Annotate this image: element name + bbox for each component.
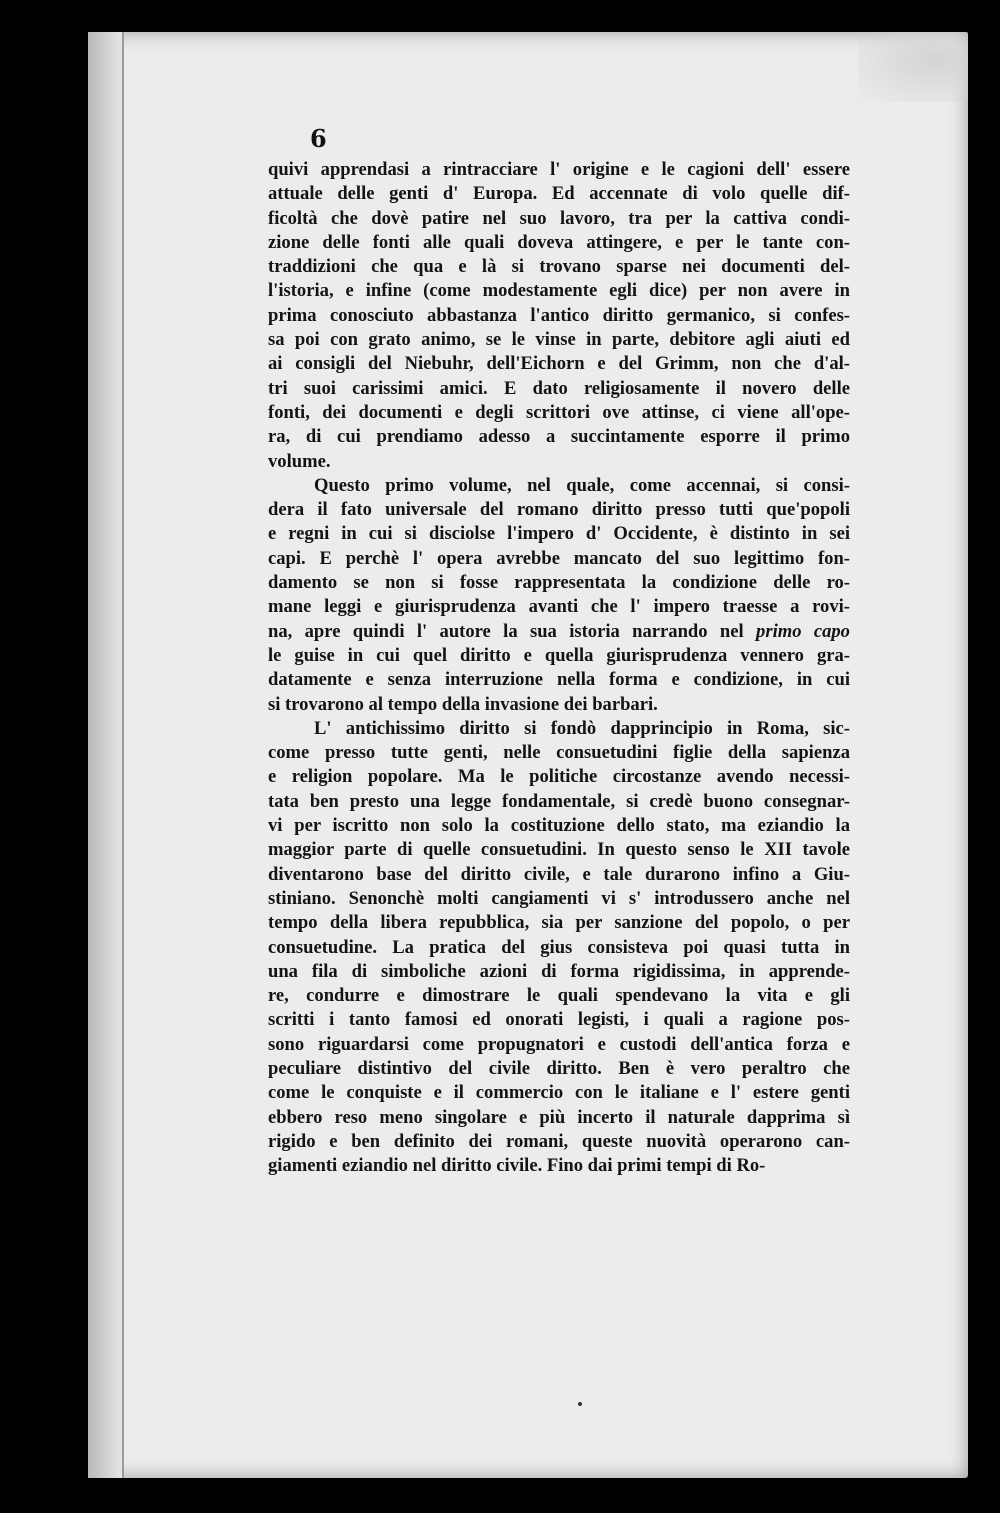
text-line: datamente e senza interruzione nella forma e condizione, in cui: [268, 669, 850, 691]
paragraph-1: [268, 158, 850, 474]
text-line: zione delle fonti alle quali doveva attingere, e per le tante con-: [268, 231, 850, 253]
text-line: Questo primo volume, nel quale, come accennai, si consi-: [314, 474, 850, 496]
text-line: sono riguardarsi come propugnatori e custodi dell'antica forza e: [268, 1033, 850, 1055]
text-line: tata ben presto una legge fondamentale, si credè buono consegnar-: [268, 790, 850, 812]
text-line: sa poi con grato animo, se le vinse in parte, debitore agli aiuti ed: [268, 329, 850, 351]
text-line: attuale delle genti d' Europa. Ed accennate di volo quelle dif-: [268, 183, 850, 205]
text-line: come presso tutte genti, nelle consuetudini figlie della sapienza: [268, 742, 850, 764]
text-line: ra, di cui prendiamo adesso a succintamente esporre il primo: [268, 426, 850, 448]
text-line: maggior parte di quelle consuetudini. In questo senso le XII tavole: [268, 839, 850, 861]
text-line: traddizioni che qua e là si trovano sparse nei documenti del-: [268, 256, 850, 278]
text-line: fonti, dei documenti e degli scrittori ove attinse, ci viene all'ope-: [268, 401, 850, 423]
text-line: diventarono base del diritto civile, e tale durarono infino a Giu-: [268, 863, 850, 885]
text-line: capi. E perchè l' opera avrebbe mancato del suo legittimo fon-: [268, 547, 850, 569]
text-line: vi per iscritto non solo la costituzione dello stato, ma eziandio la: [268, 815, 850, 837]
paragraph-2: [268, 474, 850, 717]
text-line: damento se non si fosse rappresentata la condizione delle ro-: [268, 572, 850, 594]
body-text: [268, 158, 850, 1178]
text-line: mane leggi e giurisprudenza avanti che l' impero traesse a rovi-: [268, 596, 850, 618]
text-line: quivi apprendasi a rintracciare l' origine e le cagioni dell' essere: [268, 159, 850, 180]
text-line: come le conquiste e il commercio con le italiane e l' estere genti: [268, 1082, 850, 1104]
print-speck: [578, 1402, 582, 1406]
text-line: e regni in cui si disciolse l'impero d' Occidente, è distinto in sei: [268, 523, 850, 545]
text-line: prima conosciuto abbastanza l'antico diritto germanico, si confes-: [268, 304, 850, 326]
text-line: dera il fato universale del romano diritto presso tutti que'popoli: [268, 499, 850, 521]
text-line: si trovarono al tempo della invasione dei barbari.: [268, 693, 658, 715]
text-line: volume.: [268, 450, 331, 472]
text-line: peculiare distintivo del civile diritto. Ben è vero peraltro che: [268, 1057, 850, 1079]
text-line: tri suoi carissimi amici. E dato religiosamente il novero delle: [268, 377, 850, 399]
text-line: L' antichissimo diritto si fondò dapprincipio in Roma, sic-: [314, 717, 850, 739]
paragraph-3: [268, 717, 850, 1179]
text-line: giamenti eziandio nel diritto civile. Fino dai primi tempi di Ro-: [268, 1155, 766, 1177]
page-number: 6: [310, 124, 327, 153]
text-line: l'istoria, e infine (come modestamente egli dice) per non avere in: [268, 280, 850, 302]
text-line: re, condurre e dimostrare le quali spendevano la vita e gli: [268, 985, 850, 1007]
text-line: scritti i tanto famosi ed onorati legisti, i quali a ragione pos-: [268, 1009, 850, 1031]
text-line: ai consigli del Niebuhr, dell'Eichorn e del Grimm, non che d'al-: [268, 353, 850, 375]
text-line: una fila di simboliche azioni di forma rigidissima, in apprende-: [268, 960, 850, 982]
text-line: stiniano. Senonchè molti cangiamenti vi s' introdussero anche nel: [268, 887, 850, 909]
text-line: ficoltà che dovè patire nel suo lavoro, tra per la cattiva condi-: [268, 207, 850, 229]
text-line: rigido e ben definito dei romani, queste nuovità operarono can-: [268, 1130, 850, 1152]
text-line: na, apre quindi l' autore la sua istoria narrando nel primo capo: [268, 620, 850, 642]
text-line: e religion popolare. Ma le politiche circostanze avendo necessi-: [268, 766, 850, 788]
text-line: consuetudine. La pratica del gius consisteva poi quasi tutta in: [268, 936, 850, 958]
text-line: ebbero reso meno singolare e più incerto il naturale dapprima sì: [268, 1106, 850, 1128]
text-line: le guise in cui quel diritto e quella giurisprudenza vennero gra-: [268, 644, 850, 666]
text-line: tempo della libera repubblica, sia per sanzione del popolo, o per: [268, 912, 850, 934]
